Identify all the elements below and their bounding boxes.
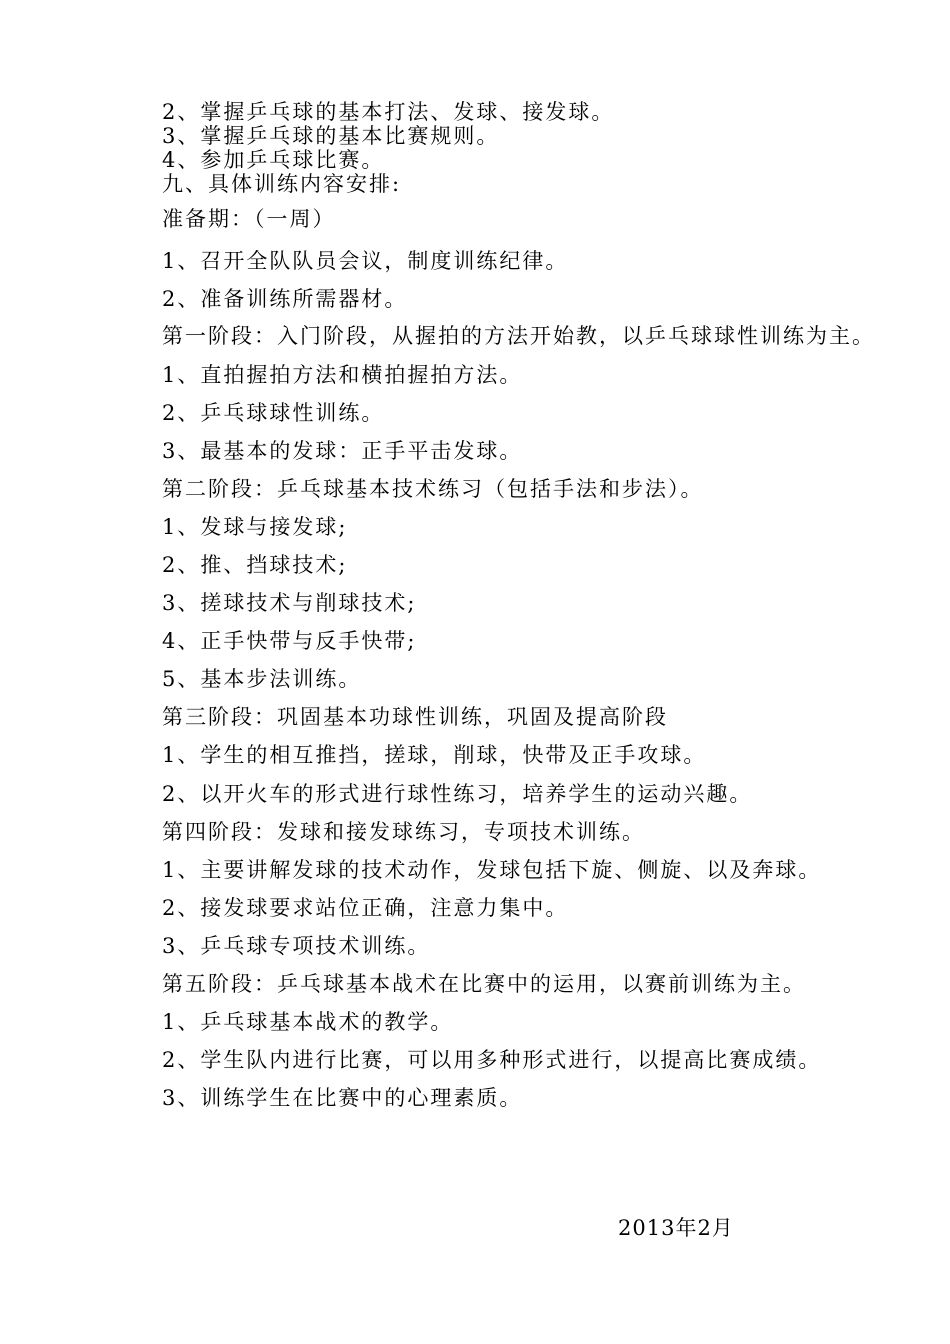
list-item: 1、主要讲解发球的技术动作，发球包括下旋、侧旋、以及奔球。 bbox=[162, 858, 822, 882]
list-item: 5、基本步法训练。 bbox=[162, 667, 362, 691]
section-heading: 准备期：（一周） bbox=[162, 207, 336, 231]
list-item: 2、掌握乒乓球的基本打法、发球、接发球。 bbox=[162, 100, 615, 124]
section-heading: 九、具体训练内容安排: bbox=[162, 172, 402, 196]
list-item: 2、以开火车的形式进行球性练习，培养学生的运动兴趣。 bbox=[162, 782, 753, 806]
list-item: 3、最基本的发球：正手平击发球。 bbox=[162, 439, 523, 463]
list-item: 1、乒乓球基本战术的教学。 bbox=[162, 1010, 454, 1034]
list-item: 2、学生队内进行比赛，可以用多种形式进行，以提高比赛成绩。 bbox=[162, 1048, 822, 1072]
list-item: 2、准备训练所需器材。 bbox=[162, 287, 408, 311]
section-heading: 第二阶段：乒乓球基本技术练习（包括手法和步法）。 bbox=[162, 477, 704, 501]
section-heading: 第一阶段：入门阶段，从握拍的方法开始教，以乒乓球球性训练为主。 bbox=[162, 324, 875, 348]
section-heading: 第四阶段：发球和接发球练习，专项技术训练。 bbox=[162, 820, 645, 844]
list-item: 2、乒乓球球性训练。 bbox=[162, 401, 385, 425]
document-date: 2013年2月 bbox=[618, 1216, 734, 1240]
list-item: 2、接发球要求站位正确，注意力集中。 bbox=[162, 896, 569, 920]
section-heading: 第五阶段：乒乓球基本战术在比赛中的运用，以赛前训练为主。 bbox=[162, 972, 806, 996]
list-item: 3、训练学生在比赛中的心理素质。 bbox=[162, 1086, 523, 1110]
section-heading: 第三阶段：巩固基本功球性训练，巩固及提高阶段 bbox=[162, 705, 668, 729]
list-item: 3、掌握乒乓球的基本比赛规则。 bbox=[162, 124, 500, 148]
list-item: 1、召开全队队员会议，制度训练纪律。 bbox=[162, 249, 569, 273]
list-item: 1、发球与接发球; bbox=[162, 515, 348, 539]
list-item: 1、学生的相互推挡，搓球，削球，快带及正手攻球。 bbox=[162, 743, 707, 767]
list-item: 1、直拍握拍方法和横拍握拍方法。 bbox=[162, 363, 523, 387]
list-item: 3、搓球技术与削球技术; bbox=[162, 591, 417, 615]
list-item: 4、正手快带与反手快带; bbox=[162, 629, 417, 653]
list-item: 4、参加乒乓球比赛。 bbox=[162, 148, 385, 172]
list-item: 3、乒乓球专项技术训练。 bbox=[162, 934, 431, 958]
list-item: 2、推、挡球技术; bbox=[162, 553, 348, 577]
